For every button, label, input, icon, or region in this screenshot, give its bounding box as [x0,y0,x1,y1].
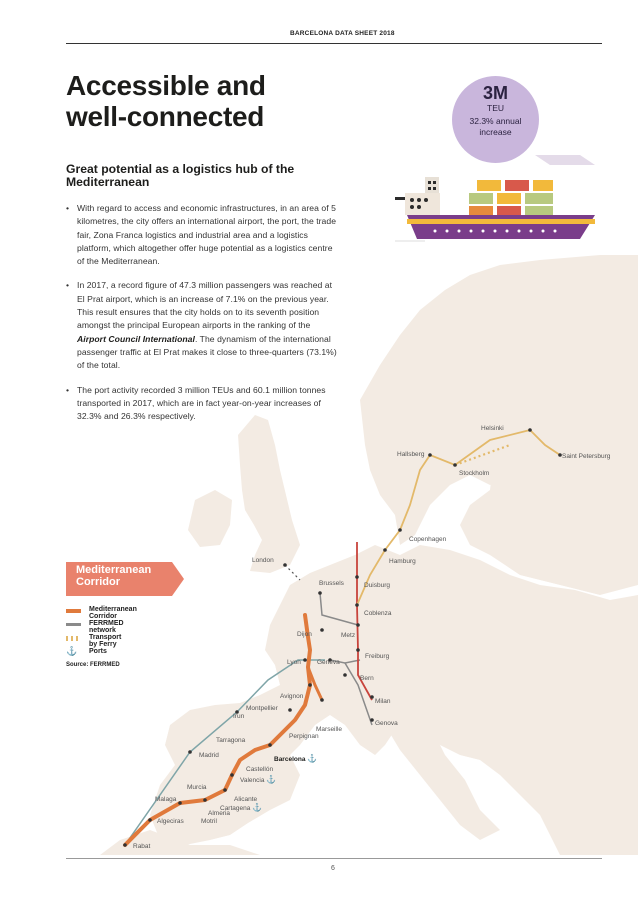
city-label-madrid: Madrid [199,752,219,759]
anchor-icon: ⚓ [252,803,263,812]
anchor-icon: ⚓ [266,775,277,784]
city-label-duisburg: Duisburg [364,582,391,589]
bullet-item-infrastructure: • With regard to access and economic infrastructures, in an area of 5 kilometres, the city offers an international airport, the port, the trade fair, Zona Franca logistics and industrial area and a logistics platform, which altogether offer huge potential as a logistics centre of the Mediterranean. [66,202,341,268]
city-label-rabat: Rabat [133,843,151,850]
city-label-lyon: Lyon [287,659,301,666]
legend-label-ferrmed: FERRMED network [89,620,124,634]
city-label-milan: Milan [375,698,391,705]
section-subtitle: Great potential as a logistics hub of the Mediterranean [66,162,295,189]
source-note: Source: FERRMED [66,662,120,668]
city-label-saint-petersburg: Saint Petersburg [562,453,611,460]
city-label-valencia [240,775,276,784]
city-label-dijon: Dijon [297,631,312,638]
teu-stat-badge [452,76,539,163]
city-label-castellon: Castellón [246,766,274,773]
city-label-london: London [252,557,274,564]
city-label-marseille: Marseille [316,726,343,733]
city-label-montpellier: Montpellier [246,705,278,712]
cartagena-name: Cartagena [220,805,251,812]
city-label-genova: Genova [375,720,398,727]
valencia-name: Valencia [240,777,265,784]
ferry-swatch [66,636,81,641]
city-label-tarragona: Tarragona [216,737,246,744]
ferrmed-swatch [66,623,81,626]
city-label-algeciras: Algeciras [157,818,184,825]
city-label-freiburg: Freiburg [365,653,390,660]
legend-label-ferry: Transport by Ferry [89,634,122,648]
city-label-hamburg: Hamburg [389,558,416,565]
city-label-geneva: Geneva [317,659,340,666]
page-title-line-2: well-connected [66,101,265,132]
legend-title: Mediterranean Corridor [76,564,152,588]
city-label-barcelona [274,754,317,763]
legend-label-mediterranean-corridor: Mediterranean Corridor [89,606,137,620]
city-label-motril: Motril [201,818,217,825]
footer-divider [66,858,602,859]
anchor-icon: ⚓ [66,646,78,656]
cargo-ship-illustration [395,155,595,245]
teu-description: 32.3% annual increase [469,116,522,137]
city-label-perpignan: Perpignan [289,733,319,740]
city-label-avignon: Avignon [280,693,304,700]
bullet-airport-emphasis: Airport Council International [77,333,195,344]
city-label-murcia: Murcia [187,784,207,791]
anchor-icon: ⚓ [307,754,318,763]
city-label-malaga: Malaga [155,796,177,803]
europe-map [0,255,638,855]
mediterranean-corridor-swatch [66,609,81,613]
bullet-item-port: • The port activity recorded 3 million TEUs and 60.1 million tonnes transported in 2017, which are in fact year-on-year increases of 32.3% and 26.3% respectively. [66,384,341,424]
teu-value: 3M [482,83,508,103]
teu-unit: TEU [487,103,504,113]
city-label-almeria: Almeria [208,810,231,817]
page-title-line-1: Accessible and [66,70,266,101]
city-label-metz: Metz [341,632,356,639]
city-label-irun: Irun [233,713,245,720]
city-label-copenhagen: Copenhagen [409,536,447,543]
bullet-airport-text-1: In 2017, a record figure of 47.3 million passengers was reached at El Prat airport, which is an increase of 7.1% on the previous year. This result ensures that the city holds on to its seventh position amongst the principal European airports in the ranking of the [77,280,333,331]
city-label-hallsberg: Hallsberg [397,451,425,458]
page-title [66,70,366,132]
bullet-airport-text-2: . The dynamism of the international passenger traffic at El Prat makes it close to three-quarters (73.1%) of the total. [77,333,337,371]
city-label-helsinki: Helsinki [481,425,504,432]
page-number: 6 [331,865,335,872]
city-label-coblenza: Coblenza [364,610,392,617]
london-ferry-link [285,565,300,580]
barcelona-name: Barcelona [274,756,306,763]
city-label-bern: Bern [360,675,374,682]
city-label-brussels: Brussels [319,580,344,587]
city-label-stockholm: Stockholm [459,470,490,477]
header-divider [66,43,602,44]
city-label-alicante: Alicante [234,796,258,803]
legend-label-ports: Ports [89,648,107,655]
header-title: BARCELONA DATA SHEET 2018 [290,30,395,37]
